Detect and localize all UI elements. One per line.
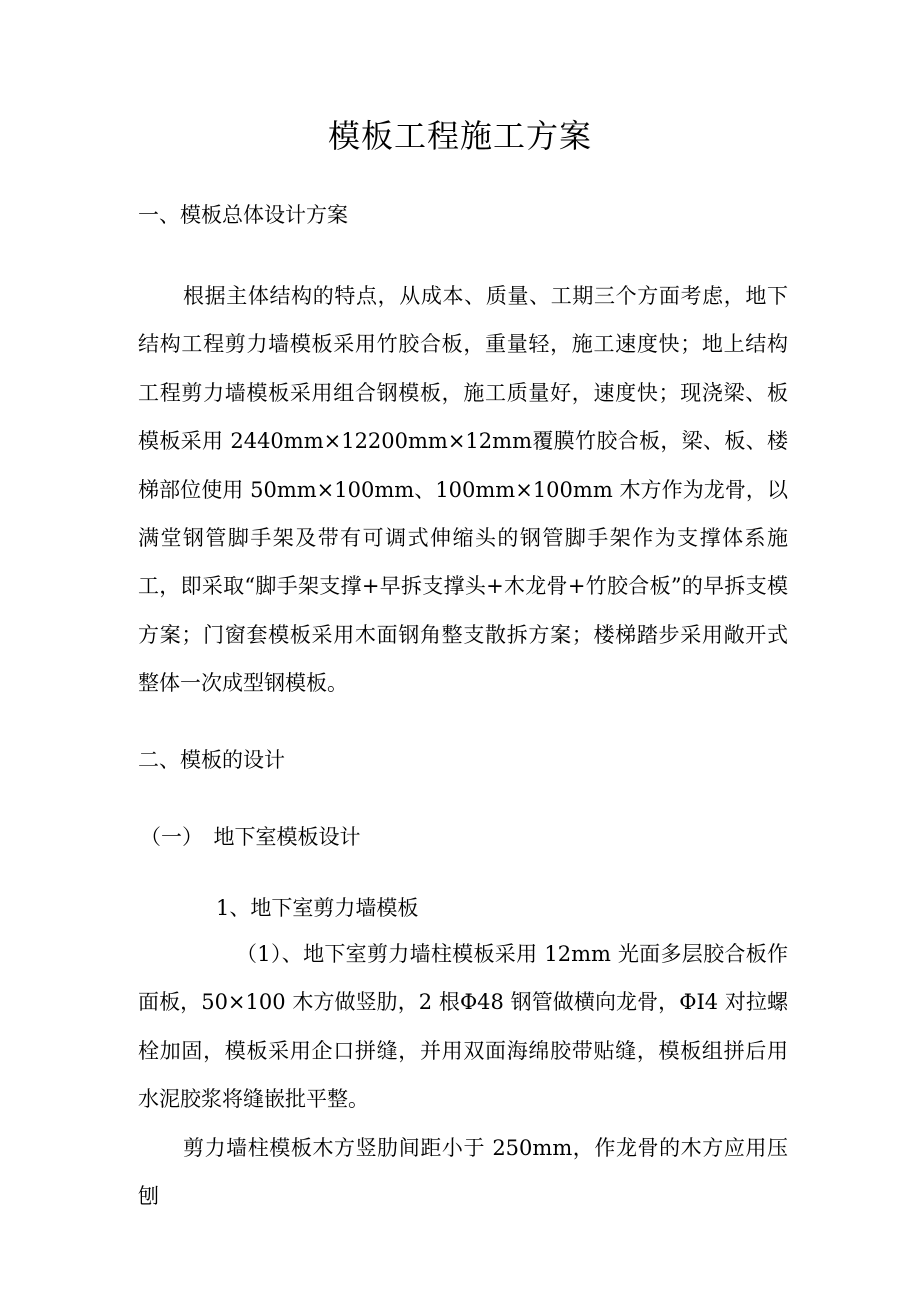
subsection-heading-basement: （一） 地下室模板设计 [140,825,361,849]
shear-wall-rib-paragraph: 剪力墙柱模板木方竖肋间距小于 250mm，作龙骨的木方应用压刨 [138,1136,788,1209]
item-heading-basement-shear-wall: 1、地下室剪力墙模板 [216,896,419,920]
section-heading-formwork-design: 二、模板的设计 [138,748,285,772]
section-heading-overall-design: 一、模板总体设计方案 [138,203,348,227]
basement-shear-wall-paragraph: （1）、地下室剪力墙柱模板采用 12mm 光面多层胶合板作面板，50×100 木方做竖肋，2 根Φ48 钢管做横向龙骨，ΦI4 对拉螺栓加固，模板采用企口拼缝，并用双面海绵胶带贴缝，模板组拼后用水泥胶浆将缝嵌批平整。 [138,942,788,1112]
document-title: 模板工程施工方案 [327,117,592,155]
overall-design-paragraph: 根据主体结构的特点，从成本、质量、工期三个方面考虑，地下结构工程剪力墙模板采用竹胶合板，重量轻，施工速度快；地上结构工程剪力墙模板采用组合钢模板，施工质量好，速度快；现浇梁、板模板采用 2440mm×12200mm×12mm覆膜竹胶合板，梁、板、楼梯部位使用 50mm×100mm、100mm×100mm 木方作为龙骨，以满堂钢管脚手架及带有可调式伸缩头的钢管脚手架作为支撑体系施工，即采取“脚手架支撑+早拆支撑头+木龙骨+竹胶合板”的早拆支模方案；门窗套模板采用木面钢角整支散拆方案；楼梯踏步采用敞开式整体一次成型钢模板。 [138,284,788,696]
